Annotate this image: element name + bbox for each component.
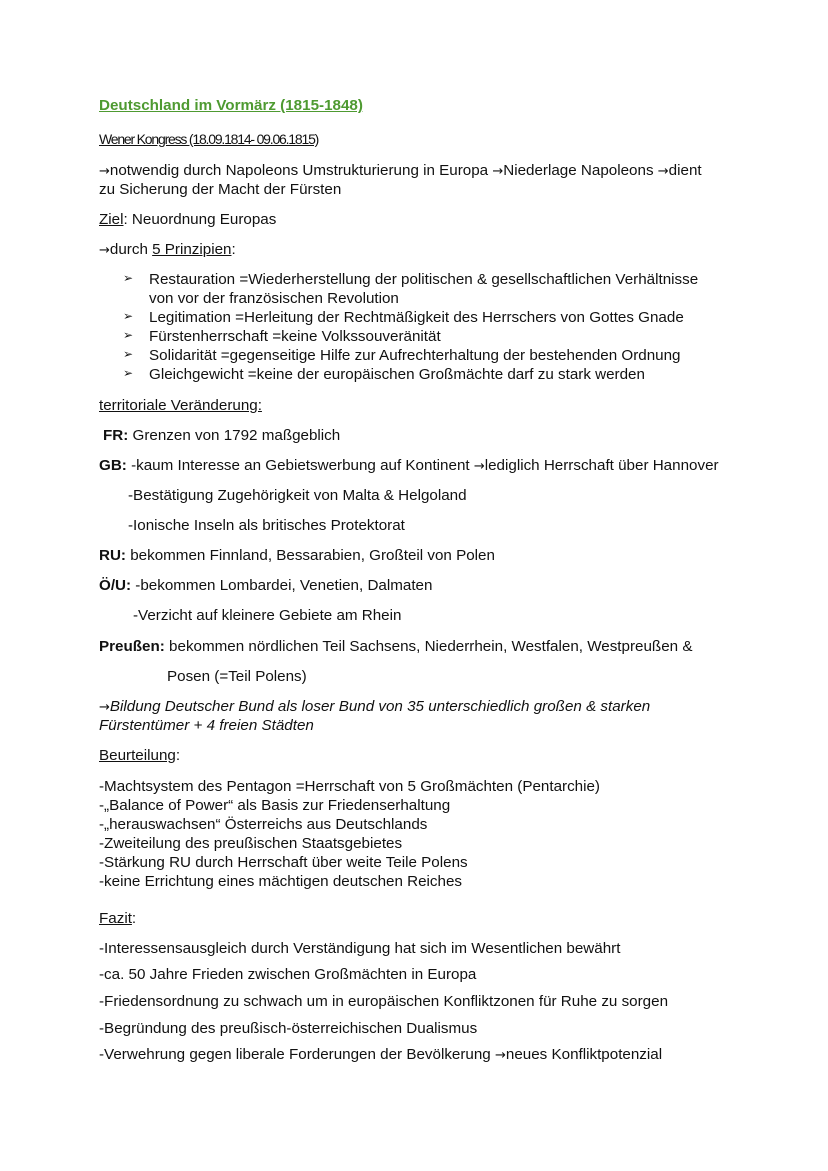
ziel-line: Ziel: Neuordnung Europas xyxy=(99,211,277,228)
ou-line-1: Ö/U: -bekommen Lombardei, Venetien, Dalmaten xyxy=(99,577,433,594)
list-item: Solidarität =gegenseitige Hilfe zur Aufrechterhaltung der bestehenden Ordnung xyxy=(149,347,681,364)
list-item: -Zweiteilung des preußischen Staatsgebietes xyxy=(99,835,403,852)
list-item: -keine Errichtung eines mächtigen deutschen Reiches xyxy=(99,873,463,890)
list-item: Legitimation =Herleitung der Rechtmäßigkeit des Herrschers von Gottes Gnade xyxy=(149,309,684,326)
preussen-line-1: Preußen: bekommen nördlichen Teil Sachsens, Niederrhein, Westfalen, Westpreußen & xyxy=(99,638,693,655)
bund-line-1: →Bildung Deutscher Bund als loser Bund von 35 unterschiedlich großen & starken xyxy=(99,698,651,715)
bund-line-2: Fürstentümer + 4 freien Städten xyxy=(99,717,314,734)
arrow-icon: → xyxy=(657,164,669,179)
intro-line-1: →notwendig durch Napoleons Umstrukturierung in Europa →Niederlage Napoleons →dient xyxy=(99,162,702,179)
preussen-line-2: Posen (=Teil Polens) xyxy=(167,668,307,685)
list-item: Restauration =Wiederherstellung der politischen & gesellschaftlichen Verhältnisse xyxy=(149,271,699,288)
section-heading-territorial: territoriale Veränderung: xyxy=(99,397,262,414)
bullet-arrow-icon: ➢ xyxy=(123,271,134,285)
list-item: -ca. 50 Jahre Frieden zwischen Großmächten in Europa xyxy=(99,966,477,983)
list-item: Gleichgewicht =keine der europäischen Großmächte darf zu stark werden xyxy=(149,366,645,383)
section-heading-beurteilung: Beurteilung: xyxy=(99,747,181,764)
bullet-arrow-icon: ➢ xyxy=(123,309,134,323)
arrow-icon: → xyxy=(99,164,110,179)
section-heading-fazit: Fazit: xyxy=(99,910,137,927)
bullet-arrow-icon: ➢ xyxy=(123,328,134,342)
list-item: -Verwehrung gegen liberale Forderungen der Bevölkerung →neues Konfliktpotenzial xyxy=(99,1046,663,1063)
section-heading-kongress: Wener Kongress (18.09.1814- 09.06.1815) xyxy=(99,131,319,147)
arrow-icon: → xyxy=(494,1048,506,1063)
prinzipien-line: →durch 5 Prinzipien: xyxy=(99,241,236,258)
bullet-arrow-icon: ➢ xyxy=(123,347,134,361)
arrow-icon: → xyxy=(99,700,110,715)
list-item: -Begründung des preußisch-österreichischen Dualismus xyxy=(99,1020,478,1037)
arrow-icon: → xyxy=(492,164,504,179)
ru-line: RU: bekommen Finnland, Bessarabien, Großteil von Polen xyxy=(99,547,495,564)
intro-line-2: zu Sicherung der Macht der Fürsten xyxy=(99,181,342,198)
list-item: -Interessensausgleich durch Verständigung hat sich im Wesentlichen bewährt xyxy=(99,940,621,957)
gb-line-1: GB: -kaum Interesse an Gebietswerbung auf Kontinent →lediglich Herrschaft über Hannover xyxy=(99,457,719,474)
ou-line-2: -Verzicht auf kleinere Gebiete am Rhein xyxy=(133,607,402,624)
arrow-icon: → xyxy=(473,459,485,474)
gb-line-2: -Bestätigung Zugehörigkeit von Malta & Helgoland xyxy=(128,487,467,504)
arrow-icon: → xyxy=(99,243,110,258)
list-item: -Stärkung RU durch Herrschaft über weite Teile Polens xyxy=(99,854,468,871)
list-item: -Machtsystem des Pentagon =Herrschaft von 5 Großmächten (Pentarchie) xyxy=(99,778,600,795)
fr-line: FR: Grenzen von 1792 maßgeblich xyxy=(103,427,341,444)
bullet-arrow-icon: ➢ xyxy=(123,366,134,380)
list-item: -„Balance of Power“ als Basis zur Friedenserhaltung xyxy=(99,797,451,814)
gb-line-3: -Ionische Inseln als britisches Protektorat xyxy=(128,517,405,534)
page-title: Deutschland im Vormärz (1815-1848) xyxy=(99,97,363,114)
list-item: -„herauswachsen“ Österreichs aus Deutschlands xyxy=(99,816,428,833)
list-item-continuation: von vor der französischen Revolution xyxy=(149,290,399,307)
list-item: -Friedensordnung zu schwach um in europäischen Konfliktzonen für Ruhe zu sorgen xyxy=(99,993,669,1010)
list-item: Fürstenherrschaft =keine Volkssouveränität xyxy=(149,328,441,345)
ziel-label: Ziel xyxy=(99,211,124,228)
